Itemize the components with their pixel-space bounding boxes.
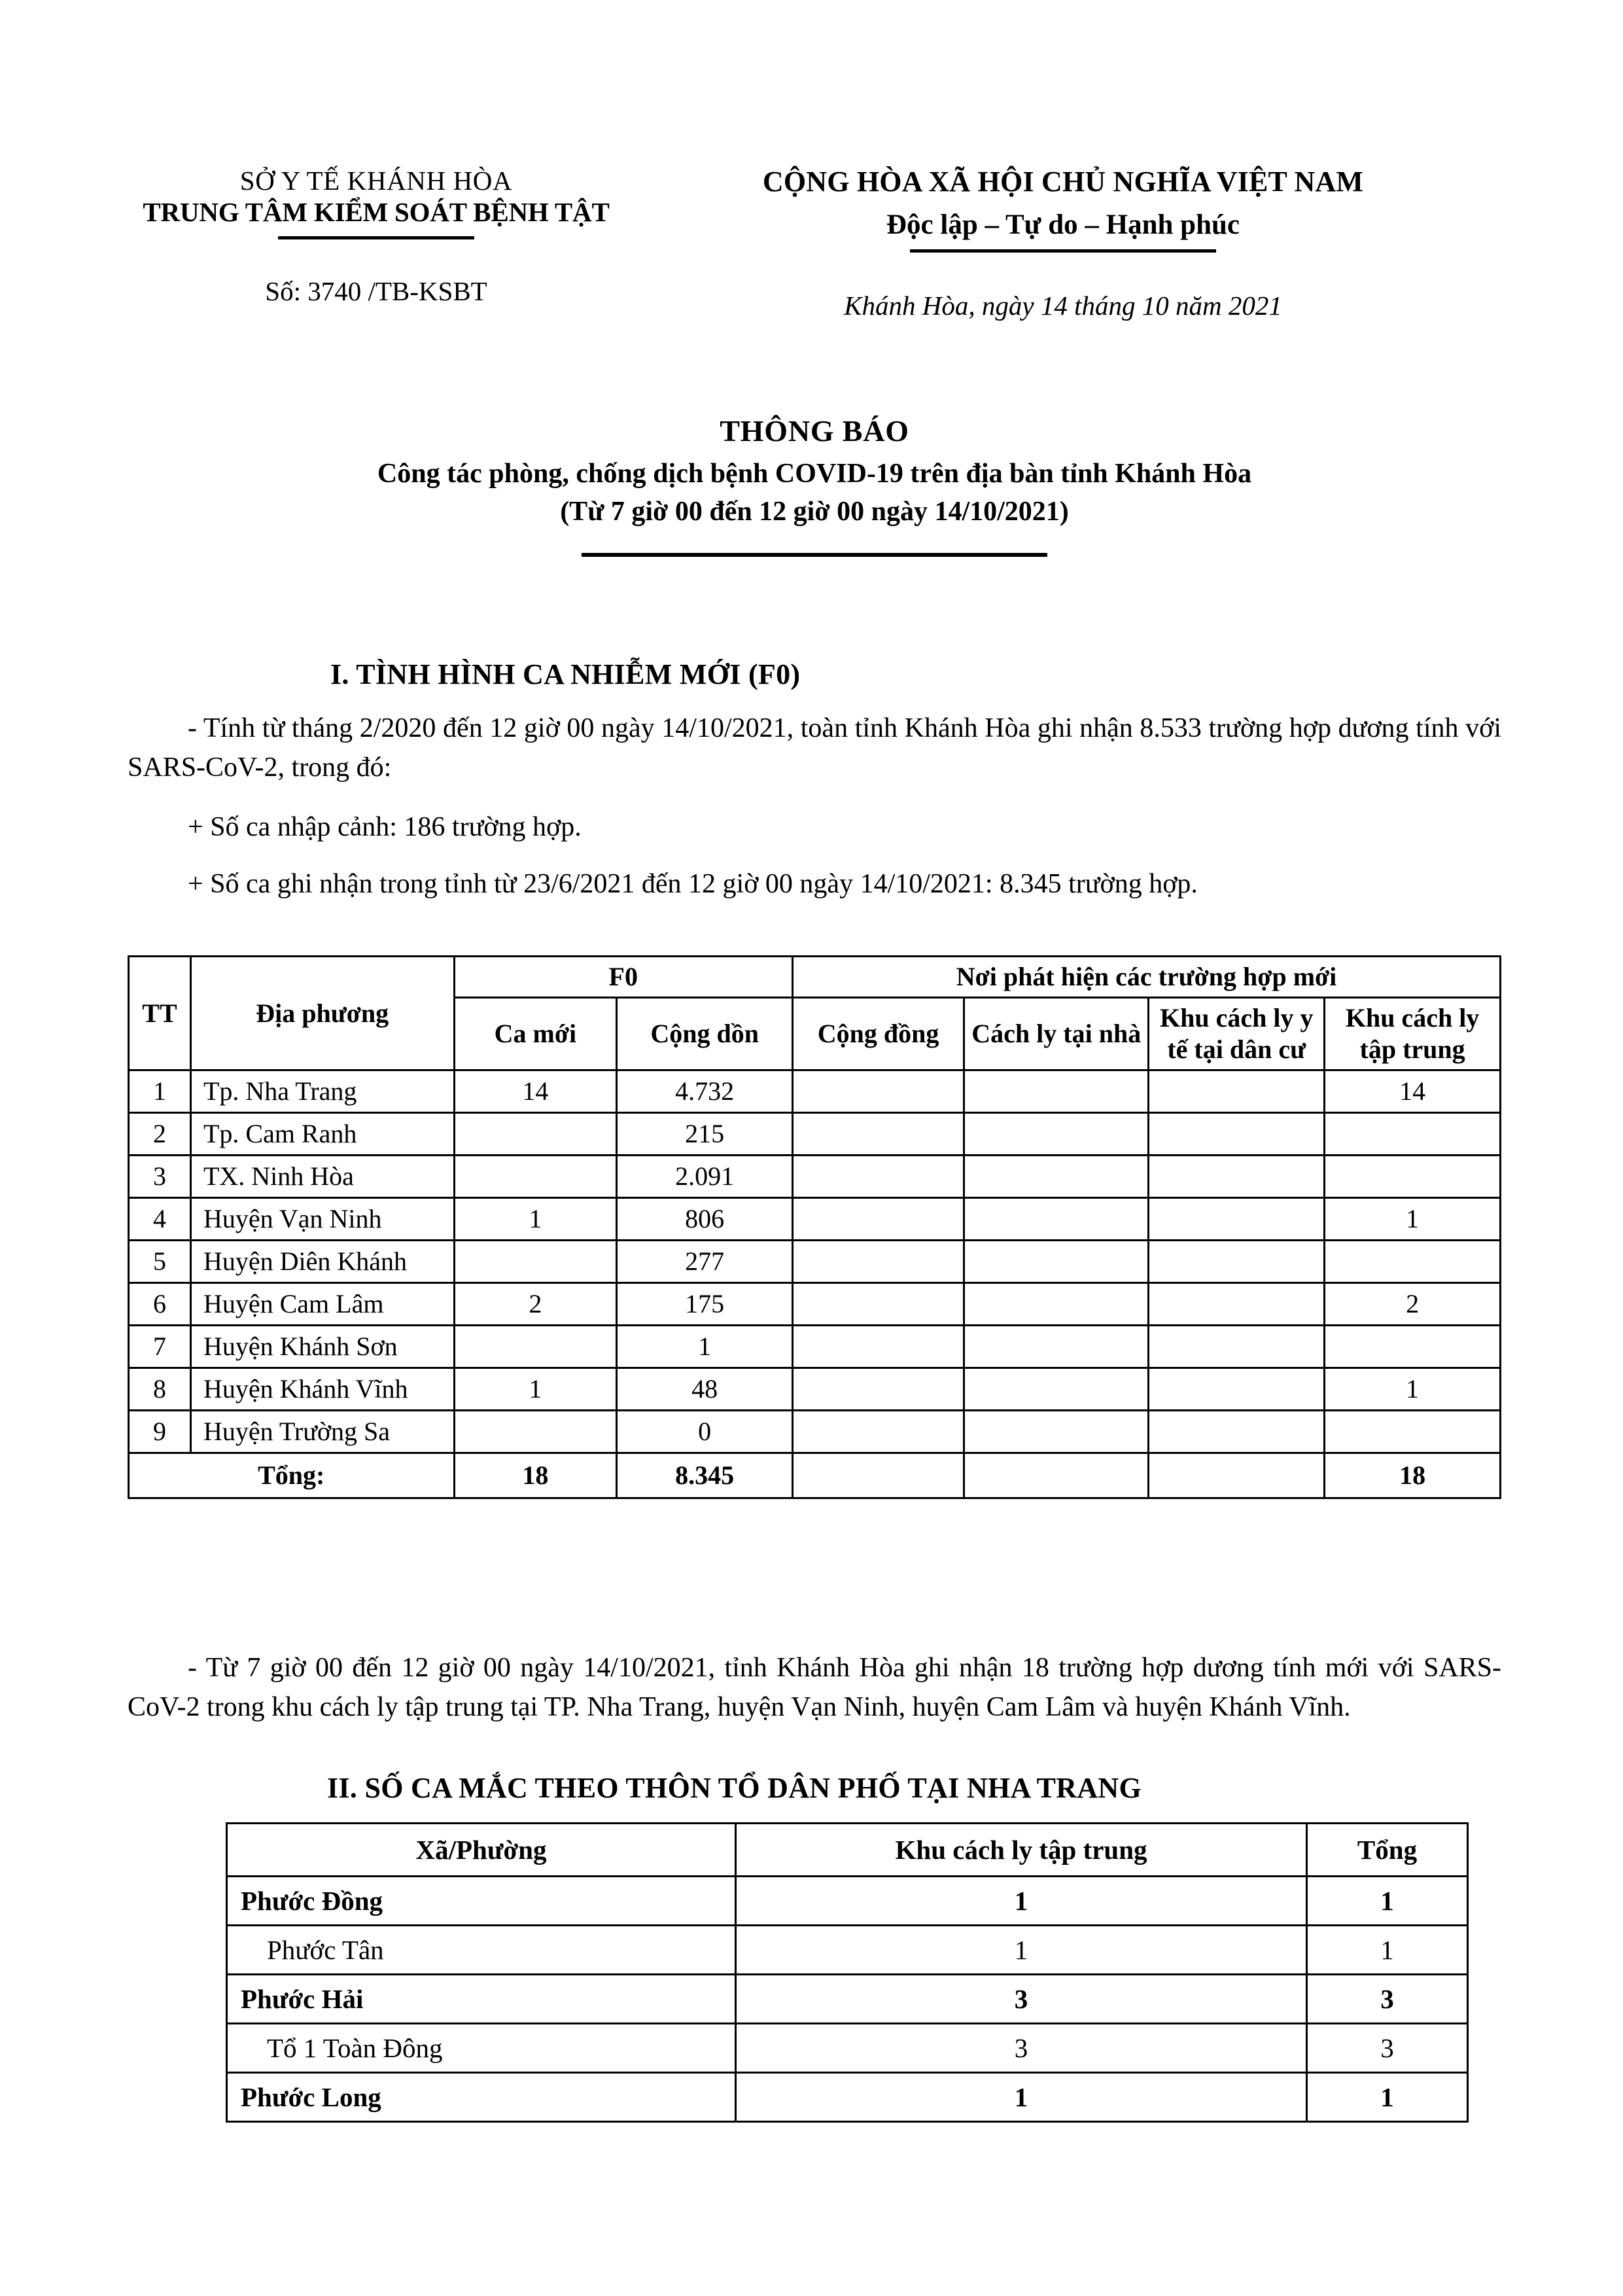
table-row <box>129 1241 1501 1283</box>
cell-central-quarantine: 1 <box>1325 1368 1501 1411</box>
wards-table-row <box>227 1877 1468 1926</box>
cell-ward-central-quarantine: 1 <box>736 1877 1307 1926</box>
table-row <box>129 1368 1501 1411</box>
cell-ward-central-quarantine: 3 <box>736 2024 1307 2073</box>
table-row <box>129 1326 1501 1368</box>
table-row <box>129 1198 1501 1241</box>
document-subject: Công tác phòng, chống dịch bệnh COVID-19 trên địa bàn tỉnh Khánh Hòa <box>377 458 1252 489</box>
cell-locality: Tp. Nha Trang <box>190 1070 454 1113</box>
cell-cumulative: 4.732 <box>617 1070 793 1113</box>
cell-medical-quarantine <box>1149 1368 1325 1411</box>
cell-central-quarantine <box>1325 1411 1501 1453</box>
table-row <box>129 1070 1501 1113</box>
paragraph-total-cases <box>128 709 1501 787</box>
cell-tt: 9 <box>129 1411 191 1453</box>
cell-community <box>793 1241 964 1283</box>
th-community: Cộng đồng <box>793 998 964 1070</box>
cell-tt: 8 <box>129 1368 191 1411</box>
cell-ward-total: 3 <box>1307 2024 1468 2073</box>
cell-tt: 1 <box>129 1070 191 1113</box>
cell-ward-central-quarantine: 1 <box>736 1926 1307 1975</box>
cell-total-central-quarantine: 18 <box>1325 1453 1501 1498</box>
cell-tt: 2 <box>129 1113 191 1156</box>
cell-community <box>793 1326 964 1368</box>
document-header <box>128 165 1501 321</box>
authority-underline <box>278 236 474 239</box>
cell-total-label: Tổng: <box>129 1453 455 1498</box>
paragraph-text: - Tính từ tháng 2/2020 đến 12 giờ 00 ngày 14/10/2021, toàn tỉnh Khánh Hòa ghi nhận 8.533 trường hợp dương tính với SARS-CoV-2, trong đó: <box>128 713 1501 783</box>
wards-table-row <box>227 1975 1468 2024</box>
th-ward: Xã/Phường <box>227 1824 736 1877</box>
wards-table-head <box>227 1824 1468 1877</box>
cell-locality: Huyện Trường Sa <box>190 1411 454 1453</box>
cell-medical-quarantine <box>1149 1070 1325 1113</box>
cell-home-quarantine <box>964 1283 1149 1326</box>
th-cumulative: Cộng dồn <box>617 998 793 1070</box>
cell-tt: 5 <box>129 1241 191 1283</box>
document-number: Số: 3740 /TB-KSBT <box>265 275 487 306</box>
paragraph-inprovince-cases <box>128 865 1501 904</box>
cell-community <box>793 1113 964 1156</box>
cell-ward-total: 1 <box>1307 1926 1468 1975</box>
department-name: SỞ Y TẾ KHÁNH HÒA <box>239 166 513 196</box>
table-header-row-1 <box>129 957 1501 998</box>
cell-cumulative: 1 <box>617 1326 793 1368</box>
cell-community <box>793 1070 964 1113</box>
center-name: TRUNG TÂM KIỂM SOÁT BỆNH TẬT <box>143 197 610 228</box>
cell-tt: 7 <box>129 1326 191 1368</box>
cell-total-medical-quarantine <box>1149 1453 1325 1498</box>
cell-medical-quarantine <box>1149 1241 1325 1283</box>
cell-new-cases <box>454 1113 617 1156</box>
cell-ward-name: Phước Hải <box>227 1975 736 2024</box>
cell-ward-total: 1 <box>1307 2073 1468 2122</box>
cell-community <box>793 1411 964 1453</box>
paragraph-text: + Số ca nhập cảnh: 186 trường hợp. <box>188 812 582 842</box>
table-body <box>129 1070 1501 1498</box>
cell-ward-name: Phước Đồng <box>227 1877 736 1926</box>
cell-home-quarantine <box>964 1368 1149 1411</box>
cell-community <box>793 1198 964 1241</box>
cell-community <box>793 1283 964 1326</box>
cell-locality: Huyện Khánh Sơn <box>190 1326 454 1368</box>
wards-cases-table <box>226 1822 1469 2123</box>
place-and-date: Khánh Hòa, ngày 14 tháng 10 năm 2021 <box>844 290 1282 321</box>
wards-table-row <box>227 2024 1468 2073</box>
th-home-quarantine: Cách ly tại nhà <box>964 998 1149 1070</box>
cell-central-quarantine <box>1325 1326 1501 1368</box>
th-medical-area-quarantine: Khu cách ly y tế tại dân cư <box>1149 998 1325 1070</box>
cell-central-quarantine: 14 <box>1325 1070 1501 1113</box>
cell-ward-total: 1 <box>1307 1877 1468 1926</box>
cell-ward-central-quarantine: 1 <box>736 2073 1307 2122</box>
paragraph-after-table <box>128 1649 1501 1727</box>
paragraph-text: - Từ 7 giờ 00 đến 12 giờ 00 ngày 14/10/2021, tỉnh Khánh Hòa ghi nhận 18 trường hợp dương tính mới với SARS-CoV-2 trong khu cách ly tập trung tại TP. Nha Trang, huyện Vạn Ninh, huyện Cam Lâm và huyện Khánh Vĩnh. <box>128 1653 1501 1722</box>
cell-ward-total: 3 <box>1307 1975 1468 2024</box>
cell-home-quarantine <box>964 1156 1149 1198</box>
th-new-cases: Ca mới <box>454 998 617 1070</box>
th-place-group: Nơi phát hiện các trường hợp mới <box>793 957 1501 998</box>
cell-medical-quarantine <box>1149 1326 1325 1368</box>
cell-new-cases: 1 <box>454 1198 617 1241</box>
th-f0-group: F0 <box>454 957 793 998</box>
document-period: (Từ 7 giờ 00 đến 12 giờ 00 ngày 14/10/2021) <box>560 497 1069 527</box>
cell-ward-central-quarantine: 3 <box>736 1975 1307 2024</box>
cell-central-quarantine: 1 <box>1325 1198 1501 1241</box>
cell-home-quarantine <box>964 1241 1149 1283</box>
wards-header-row <box>227 1824 1468 1877</box>
cell-total-new-cases: 18 <box>454 1453 617 1498</box>
cell-home-quarantine <box>964 1198 1149 1241</box>
cell-new-cases <box>454 1326 617 1368</box>
motto-underline <box>910 249 1216 253</box>
cell-locality: Huyện Diên Khánh <box>190 1241 454 1283</box>
paragraph-text: + Số ca ghi nhận trong tỉnh từ 23/6/2021 đến 12 giờ 00 ngày 14/10/2021: 8.345 trường hợp. <box>188 869 1198 899</box>
table-total-row <box>129 1453 1501 1498</box>
table-row <box>129 1411 1501 1453</box>
cell-medical-quarantine <box>1149 1156 1325 1198</box>
table-row <box>129 1113 1501 1156</box>
cell-cumulative: 215 <box>617 1113 793 1156</box>
cell-home-quarantine <box>964 1070 1149 1113</box>
cell-cumulative: 48 <box>617 1368 793 1411</box>
document-type-title: THÔNG BÁO <box>720 414 909 448</box>
cell-new-cases: 1 <box>454 1368 617 1411</box>
cell-home-quarantine <box>964 1411 1149 1453</box>
cell-cumulative: 175 <box>617 1283 793 1326</box>
wards-table-row <box>227 2073 1468 2122</box>
title-underline <box>582 553 1047 557</box>
country-name: CỘNG HÒA XÃ HỘI CHỦ NGHĨA VIỆT NAM <box>762 166 1364 198</box>
cell-tt: 3 <box>129 1156 191 1198</box>
section-1-heading: I. TÌNH HÌNH CA NHIỄM MỚI (F0) <box>330 658 801 690</box>
cell-home-quarantine <box>964 1326 1149 1368</box>
cell-new-cases <box>454 1411 617 1453</box>
locality-cases-table <box>128 955 1501 1499</box>
cell-new-cases: 2 <box>454 1283 617 1326</box>
cell-tt: 4 <box>129 1198 191 1241</box>
cell-ward-name: Phước Long <box>227 2073 736 2122</box>
national-motto: Độc lập – Tự do – Hạnh phúc <box>886 209 1240 240</box>
cell-medical-quarantine <box>1149 1198 1325 1241</box>
paragraph-entry-cases <box>128 808 1501 847</box>
cell-cumulative: 277 <box>617 1241 793 1283</box>
table-head <box>129 957 1501 1070</box>
wards-table-row <box>227 1926 1468 1975</box>
cell-medical-quarantine <box>1149 1113 1325 1156</box>
cell-total-community <box>793 1453 964 1498</box>
cell-community <box>793 1368 964 1411</box>
cell-tt: 6 <box>129 1283 191 1326</box>
cell-cumulative: 806 <box>617 1198 793 1241</box>
wards-table-body <box>227 1877 1468 2122</box>
cell-central-quarantine <box>1325 1113 1501 1156</box>
cell-cumulative: 2.091 <box>617 1156 793 1198</box>
th-locality: Địa phương <box>190 957 454 1070</box>
section-2-heading: II. SỐ CA MẮC THEO THÔN TỔ DÂN PHỐ TẠI NHA TRANG <box>327 1772 1142 1804</box>
cell-total-home-quarantine <box>964 1453 1149 1498</box>
cell-ward-name: Phước Tân <box>227 1926 736 1975</box>
cell-new-cases <box>454 1156 617 1198</box>
th-ward-total: Tổng <box>1307 1824 1468 1877</box>
cell-locality: Huyện Khánh Vĩnh <box>190 1368 454 1411</box>
cell-locality: Huyện Vạn Ninh <box>190 1198 454 1241</box>
th-central-quarantine: Khu cách ly tập trung <box>1325 998 1501 1070</box>
th-ward-central-quarantine: Khu cách ly tập trung <box>736 1824 1307 1877</box>
document-title-block <box>128 412 1501 557</box>
cell-locality: Huyện Cam Lâm <box>190 1283 454 1326</box>
cell-central-quarantine <box>1325 1241 1501 1283</box>
cell-new-cases <box>454 1241 617 1283</box>
cell-medical-quarantine <box>1149 1283 1325 1326</box>
th-tt: TT <box>129 957 191 1070</box>
table-row <box>129 1283 1501 1326</box>
national-heading-block <box>625 165 1501 321</box>
cell-new-cases: 14 <box>454 1070 617 1113</box>
table-row <box>129 1156 1501 1198</box>
cell-ward-name: Tổ 1 Toàn Đông <box>227 2024 736 2073</box>
cell-cumulative: 0 <box>617 1411 793 1453</box>
cell-central-quarantine <box>1325 1156 1501 1198</box>
cell-locality: Tp. Cam Ranh <box>190 1113 454 1156</box>
cell-community <box>793 1156 964 1198</box>
issuing-authority-block <box>128 165 625 307</box>
cell-home-quarantine <box>964 1113 1149 1156</box>
cell-central-quarantine: 2 <box>1325 1283 1501 1326</box>
cell-locality: TX. Ninh Hòa <box>190 1156 454 1198</box>
cell-total-cumulative: 8.345 <box>617 1453 793 1498</box>
cell-medical-quarantine <box>1149 1411 1325 1453</box>
